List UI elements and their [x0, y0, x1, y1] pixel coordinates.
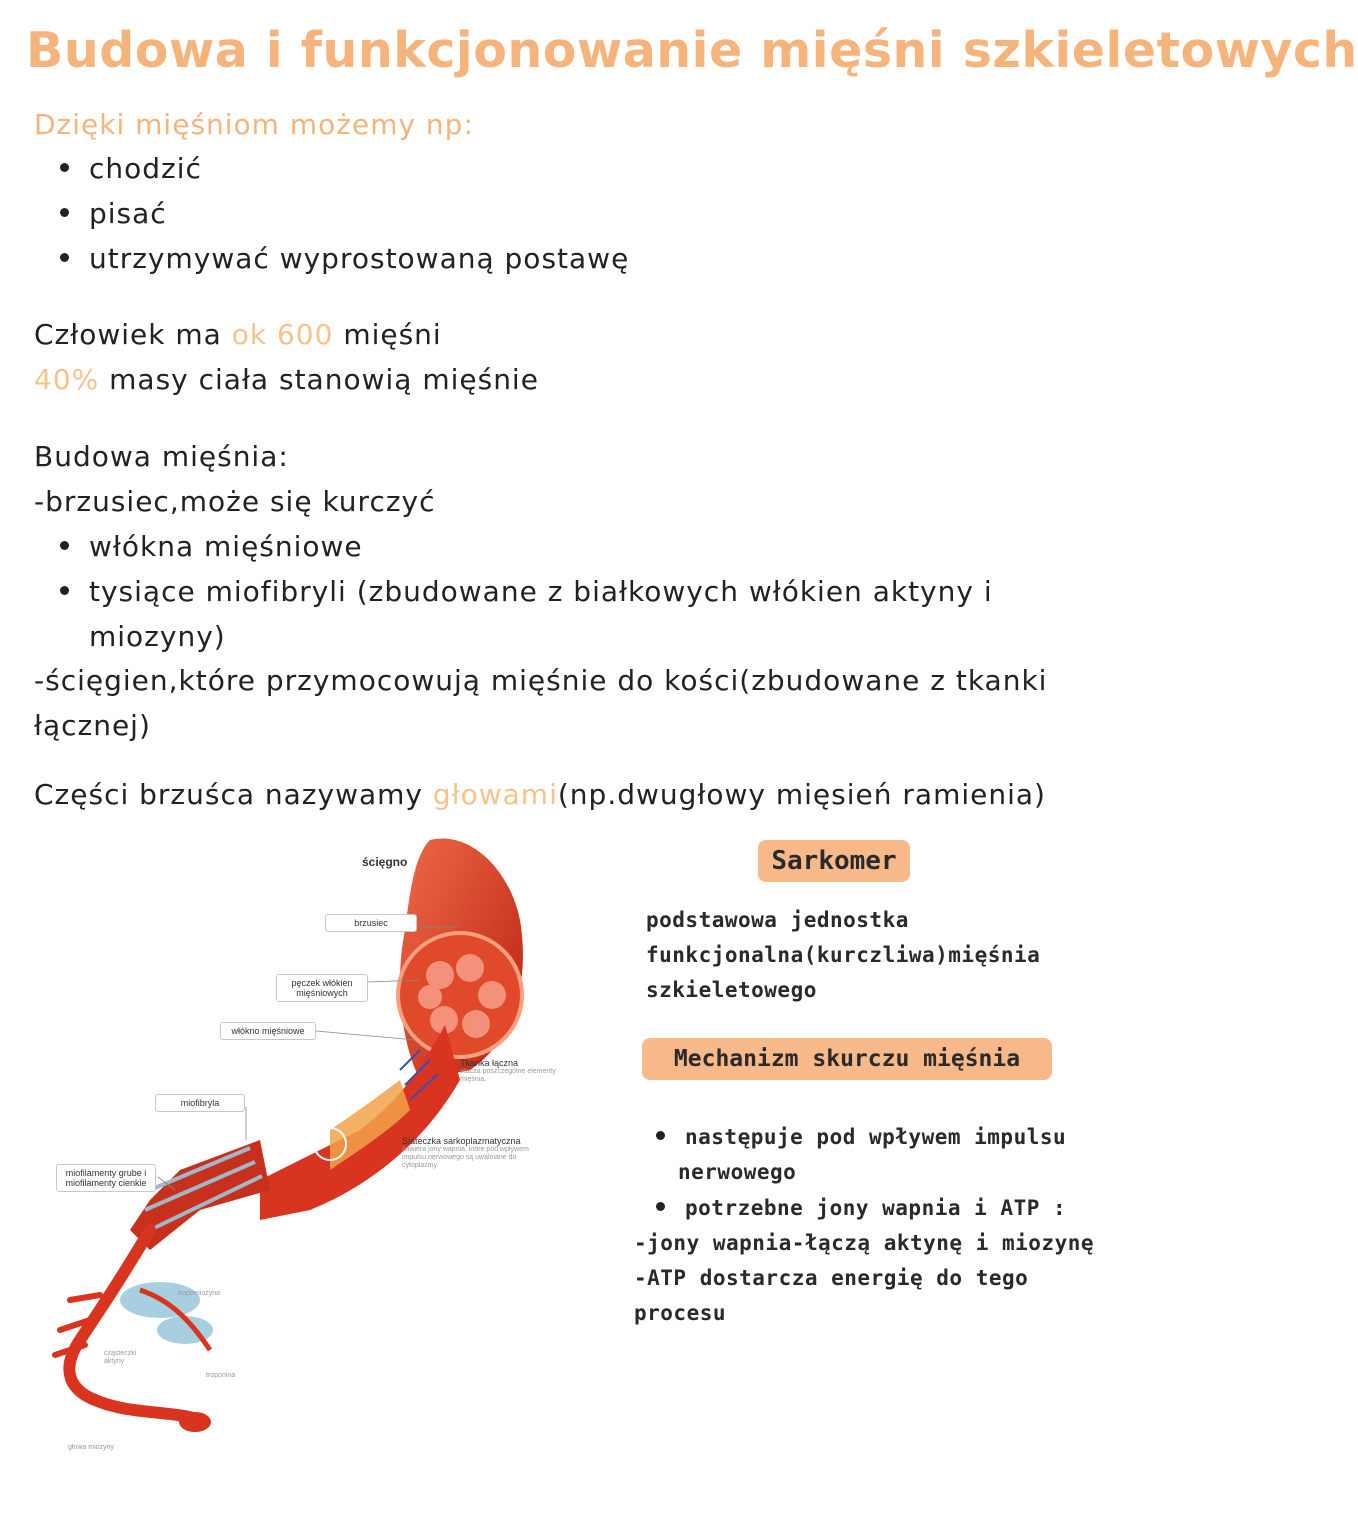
structure-bullet-cont: miozyny)	[89, 620, 226, 653]
label-tendon: ścięgno	[362, 855, 408, 869]
label-tropomyosin: tropomiozyna	[178, 1290, 221, 1297]
body-mass-text: masy ciała stanowią mięśnie	[109, 363, 539, 396]
structure-bullet: włókna mięśniowe	[60, 530, 363, 563]
label-myofibril: miofibryla	[155, 1094, 245, 1112]
structure-tendon: -ścięgien,które przymocowują mięśnie do kości(zbudowane z tkanki	[34, 664, 1048, 697]
mechanism-bullet: potrzebne jony wapnia i ATP :	[656, 1196, 1066, 1220]
muscle-count-post: mięśni	[343, 318, 442, 351]
connective-tissue-desc: otacza poszczególne elementy mięśnia.	[460, 1068, 556, 1083]
heads-post: (np.dwugłowy mięsień ramienia)	[557, 778, 1046, 811]
intro-item: utrzymywać wyprostowaną postawę	[60, 242, 629, 275]
label-belly: brzusiec	[325, 914, 417, 932]
page-title: Budowa i funkcjonowanie mięśni szkieletowych	[26, 22, 1358, 79]
label-filaments: miofilamenty grube i miofilamenty cienkie	[56, 1164, 156, 1192]
label-actin: cząsteczki aktyny	[104, 1350, 137, 1365]
label-sarcoplasmic-reticulum	[402, 1136, 532, 1170]
mechanism-line: -jony wapnia-łączą aktynę i miozynę	[634, 1231, 1095, 1255]
intro-heading: Dzięki mięśniom możemy np:	[34, 108, 474, 141]
sarcomere-desc: funkcjonalna(kurczliwa)mięśnia	[646, 943, 1041, 967]
heads-pre: Części brzuśca nazywamy	[34, 778, 423, 811]
muscle-count-pre: Człowiek ma	[34, 318, 222, 351]
label-fiber: włókno mięśniowe	[220, 1022, 316, 1040]
body-mass-value: 40%	[34, 363, 100, 396]
sarcomere-desc: podstawowa jednostka	[646, 908, 909, 932]
label-troponin: troponina	[206, 1372, 236, 1379]
label-myosin-head: głowa miozyny	[68, 1444, 114, 1451]
structure-tendon-cont: łącznej)	[34, 709, 151, 742]
muscle-count-line	[34, 318, 442, 351]
mechanism-bullet: następuje pod wpływem impulsu	[656, 1125, 1066, 1149]
sr-desc: zawiera jony wapnia, które pod wpływem impulsu nerwowego są uwalniane do cytoplazmy.	[402, 1146, 529, 1169]
connective-tissue-title: Tkanka łączna	[460, 1058, 519, 1068]
mechanism-badge: Mechanizm skurczu mięśnia	[642, 1038, 1052, 1080]
mechanism-bullet-cont: nerwowego	[678, 1160, 797, 1184]
sarcomere-badge: Sarkomer	[758, 840, 910, 882]
structure-heading: Budowa mięśnia:	[34, 440, 289, 473]
sr-title: Siateczka sarkoplazmatyczna	[402, 1136, 521, 1146]
heads-line	[34, 778, 1046, 811]
body-mass-line	[34, 363, 539, 396]
structure-bullet: tysiące miofibryli (zbudowane z białkowych włókien aktyny i	[60, 575, 993, 608]
heads-term: głowami	[432, 778, 558, 811]
intro-item: pisać	[60, 197, 167, 230]
muscle-count-value: ok 600	[231, 318, 334, 351]
sarcomere-desc: szkieletowego	[646, 978, 817, 1002]
mechanism-line: procesu	[634, 1301, 727, 1325]
label-bundle: pęczek włókien mięśniowych	[276, 974, 368, 1002]
intro-item: chodzić	[60, 152, 202, 185]
label-connective-tissue	[460, 1058, 560, 1084]
mechanism-line: -ATP dostarcza energię do tego	[634, 1266, 1029, 1290]
structure-belly: -brzusiec,może się kurczyć	[34, 485, 436, 518]
muscle-diagram	[0, 830, 600, 1470]
